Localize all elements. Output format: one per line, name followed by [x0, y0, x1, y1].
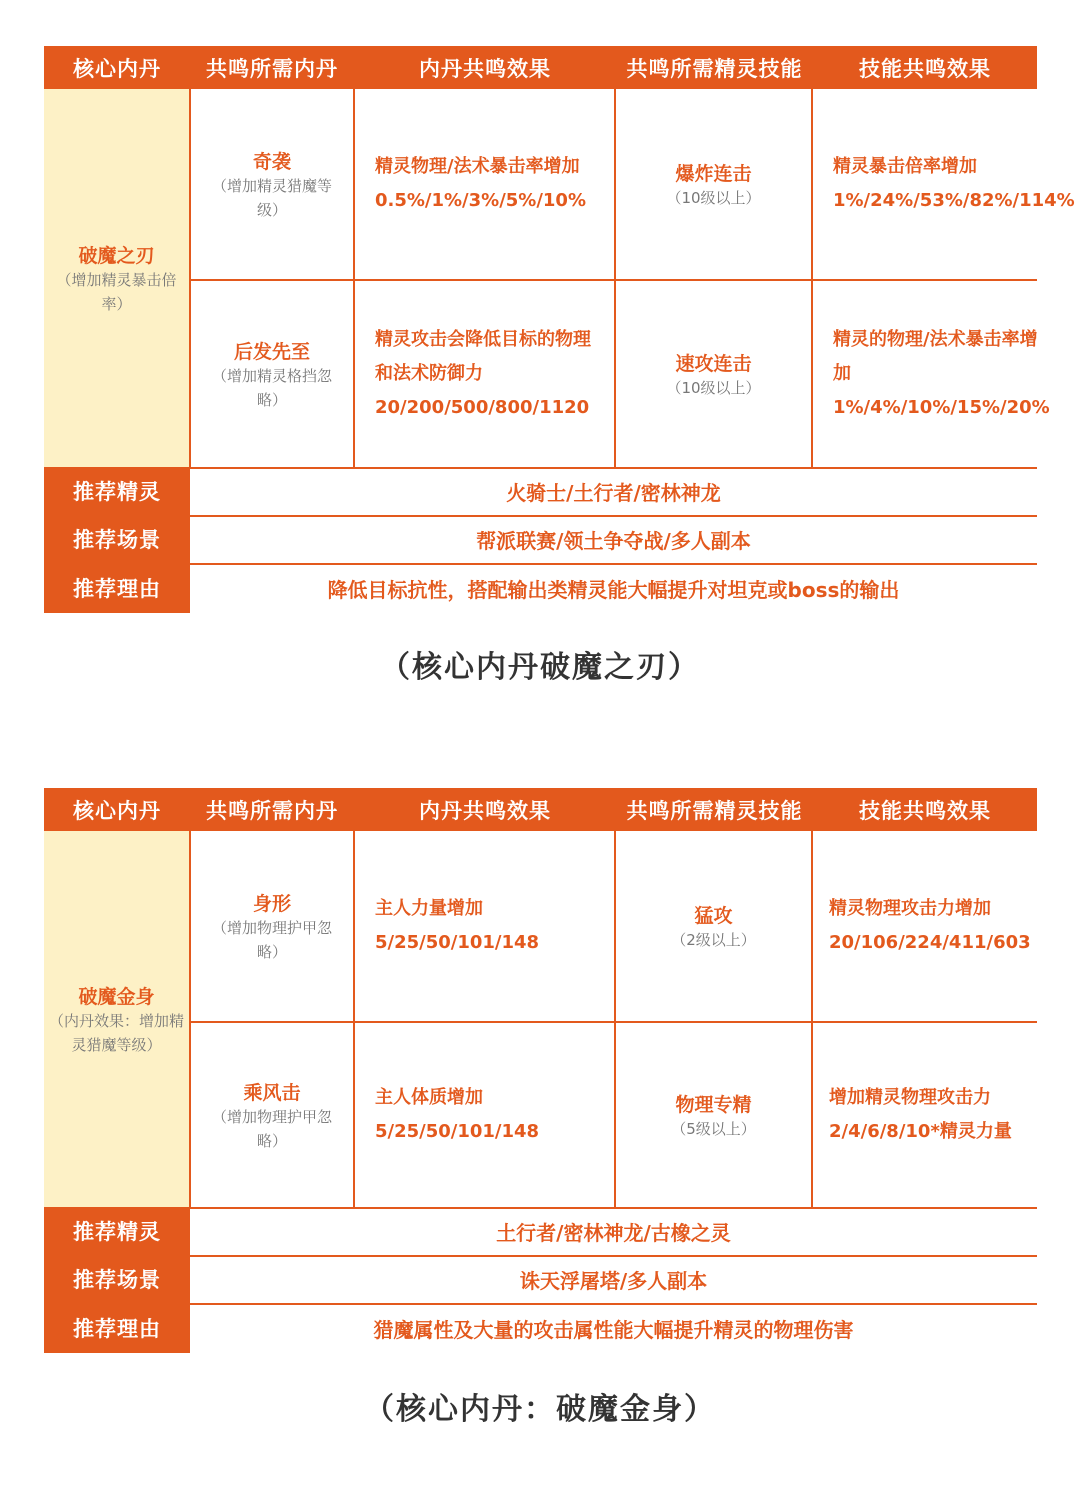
header-required-dan: 共鸣所需内丹: [206, 56, 338, 81]
skill-name: 速攻连击: [675, 352, 752, 375]
recommended-scenes: 帮派联赛/领土争夺战/多人副本: [476, 528, 751, 553]
table-row: [44, 89, 1075, 279]
header-dan-effect: 内丹共鸣效果: [419, 56, 551, 81]
core-dan-note: （增加精灵暴击倍率）: [56, 270, 177, 313]
header-required-skill: 共鸣所需精灵技能: [626, 798, 803, 823]
table-header: [44, 46, 1037, 89]
skill-note: （2级以上）: [671, 930, 756, 949]
skill-effect: 精灵物理攻击力增加20/106/224/411/603: [829, 898, 1031, 953]
table-row: [44, 281, 1050, 467]
core-dan-name: 破魔之刃: [78, 244, 155, 267]
core-dan-note: （内丹效果：增加精灵猎魔等级）: [48, 1011, 184, 1054]
header-required-skill: 共鸣所需精灵技能: [626, 56, 803, 81]
table-row: [44, 1023, 1037, 1207]
header-skill-effect: 技能共鸣效果: [859, 56, 991, 81]
skill-name: 物理专精: [675, 1093, 752, 1116]
dan-name: 后发先至: [233, 340, 310, 363]
skill-note: （5级以上）: [671, 1119, 756, 1138]
header-dan-effect: 内丹共鸣效果: [419, 798, 551, 823]
skill-effect: 增加精灵物理攻击力2/4/6/8/10*精灵力量: [829, 1087, 1012, 1142]
dan-note: （增加物理护甲忽略）: [211, 918, 332, 961]
label-recommended-spirits: 推荐精灵: [44, 1207, 190, 1255]
dan-effect: 精灵攻击会降低目标的物理和法术防御力20/200/500/800/1120: [375, 329, 591, 418]
header-skill-effect: 技能共鸣效果: [859, 798, 991, 823]
recommended-spirits: 火骑士/土行者/密林神龙: [506, 480, 721, 505]
skill-effect: 精灵的物理/法术暴击率增加1%/4%/10%/15%/20%: [833, 329, 1050, 418]
label-recommended-scenes: 推荐场景: [44, 515, 190, 563]
dan-effect: 精灵物理/法术暴击率增加0.5%/1%/3%/5%/10%: [375, 156, 586, 211]
recommended-scenes: 诛天浮屠塔/多人副本: [519, 1268, 708, 1293]
skill-table-1: [44, 46, 1075, 613]
dan-effect: 主人体质增加5/25/50/101/148: [375, 1087, 540, 1142]
dan-name: 乘风击: [243, 1081, 301, 1104]
skill-note: （10级以上）: [666, 188, 761, 207]
skill-table-2: [44, 788, 1037, 1353]
label-recommended-reason: 推荐理由: [44, 1303, 190, 1353]
header-required-dan: 共鸣所需内丹: [206, 798, 338, 823]
header-core-dan: 核心内丹: [73, 798, 161, 823]
dan-note: （增加精灵猎魔等级）: [211, 176, 332, 219]
core-dan-name: 破魔金身: [78, 985, 155, 1008]
table-header: [44, 788, 1037, 831]
label-recommended-spirits: 推荐精灵: [44, 467, 190, 515]
table-caption-1: （核心内丹破魔之刃）: [380, 650, 700, 685]
table-row: [44, 831, 1037, 1021]
label-recommended-reason: 推荐理由: [44, 563, 190, 613]
dan-effect: 主人力量增加5/25/50/101/148: [375, 898, 540, 953]
skill-name: 爆炸连击: [675, 162, 752, 185]
skill-name: 猛攻: [694, 904, 733, 927]
dan-name: 身形: [252, 892, 291, 915]
dan-note: （增加物理护甲忽略）: [211, 1107, 332, 1150]
label-recommended-scenes: 推荐场景: [44, 1255, 190, 1303]
dan-name: 奇袭: [252, 150, 291, 173]
table-caption-2: （核心内丹：破魔金身）: [364, 1392, 716, 1427]
recommended-spirits: 土行者/密林神龙/古橡之灵: [496, 1220, 731, 1245]
header-core-dan: 核心内丹: [73, 56, 161, 81]
dan-note: （增加精灵格挡忽略）: [211, 366, 332, 409]
skill-note: （10级以上）: [666, 378, 761, 397]
skill-effect: 精灵暴击倍率增加1%/24%/53%/82%/114%: [833, 156, 1075, 211]
recommended-reason: 猎魔属性及大量的攻击属性能大幅提升精灵的物理伤害: [373, 1317, 854, 1342]
recommended-reason: 降低目标抗性，搭配输出类精灵能大幅提升对坦克或boss的输出: [327, 577, 900, 602]
